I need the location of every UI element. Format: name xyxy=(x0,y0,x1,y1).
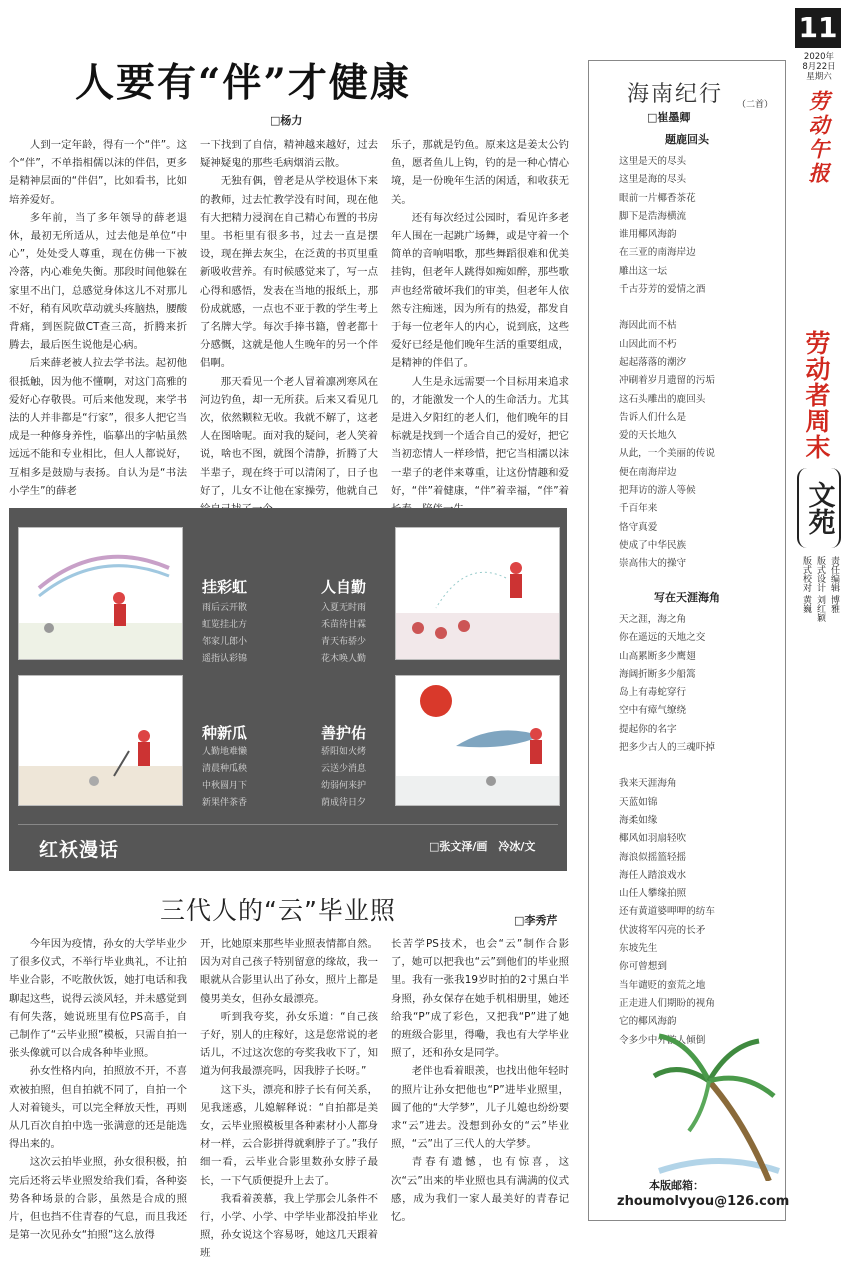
page-number: 11 xyxy=(795,8,841,48)
poem-line: 正走进人们期盼的视角 xyxy=(619,997,715,1009)
comic-divider xyxy=(18,824,558,825)
verse-line: 新果伴茶香 xyxy=(202,798,248,808)
poem-line: 伏波将军闪亮的长矛 xyxy=(619,924,706,936)
poem-line: 千百年来 xyxy=(619,503,658,515)
poem-line: 它的椰风海韵 xyxy=(619,1016,677,1028)
verse-line: 幼弱何来护 xyxy=(321,781,367,791)
paragraph: 开，比她原来那些毕业照表情都自然。因为对自己孩子特别留意的缘故，我一眼就从合影里认出了孙女，照片上都是傻男美女，但孙女最漂亮。 xyxy=(200,938,378,1005)
article1-column-1 xyxy=(9,136,187,500)
poem-line: 海浪似摇篮轻摇 xyxy=(619,851,687,863)
verse-line: 禾苗待甘霖 xyxy=(321,620,367,630)
article2-byline: □李秀芹 xyxy=(514,914,558,927)
paragraph: 这次云拍毕业照，孙女很积极，拍完后还将云毕业照发给我们看，各种姿势各种场景的合影，虽然是合成的照片，但也挡不住青春的气息，而且我还是第一次见孙女“拍照”这么放得 xyxy=(9,1156,187,1242)
poem-line: 把拜访的游人等候 xyxy=(619,485,696,497)
poem1 xyxy=(589,123,785,574)
poem-line: 使成了中华民族 xyxy=(619,539,687,551)
poem-line: 恪守真爱 xyxy=(619,521,658,533)
comic-panel-title: 种新瓜 xyxy=(202,724,248,742)
paragraph: 后来薛老被人拉去学书法。起初他很抵触，因为他不懂啊，对这门高雅的爱好心存敬畏。可后来他发现，来学书法的人并非都是“行家”，很多人把它当成是一种修身养性，临摹出的字帖虽然远远不能和专业相比，但人人都说好，互相多是鼓励与表扬。自认为是“书法小学生”的薛老 xyxy=(9,357,187,497)
poem-line: 起起落落的潮汐 xyxy=(619,356,687,368)
poem-line: 告诉人们什么是 xyxy=(619,411,687,423)
article2-column-2 xyxy=(200,935,378,1263)
poem-line: 东坡先生 xyxy=(619,943,658,955)
poem-line: 海柔如缘 xyxy=(619,814,658,826)
poem-line: 当年谴贬的蛮荒之地 xyxy=(619,979,706,991)
verse-line: 邻家儿郎小 xyxy=(202,637,248,647)
verse-line: 青天布骄少 xyxy=(321,637,367,647)
poem-line: 椰风如羽扇轻吹 xyxy=(619,833,687,845)
comic-illustration xyxy=(396,676,559,805)
poem2 xyxy=(589,581,785,1050)
poem1-title: 题鹿回头 xyxy=(665,133,709,146)
comic-panel-watering xyxy=(395,527,560,660)
poem-line: 空中有瘴气缭绕 xyxy=(619,705,687,717)
poem-line: 我来天涯海角 xyxy=(619,778,677,790)
verse-line: 雨后云开散 xyxy=(202,603,248,613)
article2-column-3 xyxy=(391,935,569,1226)
paragraph: 青春有遗憾，也有惊喜，这次“云”出来的毕业照也具有满满的仪式感，成为我们一家人最美好的青春记忆。 xyxy=(391,1156,569,1224)
verse-line: 人勤地难懒 xyxy=(202,747,248,757)
paragraph: 听到我夸奖，孙女乐道：“自己孩子好，别人的庄稼好，这是您常说的老话儿，不过这次您的夸奖我收下了，知道为何我最漂亮吗，因我脖子长呀。” xyxy=(200,1010,378,1078)
comic-panel-verse xyxy=(202,744,247,812)
comic-credit: □张文泽/画 冷冰/文 xyxy=(429,840,536,853)
editor-credit: 责任编辑 博雅 xyxy=(829,556,839,613)
poem-subtitle: （二首） xyxy=(737,100,774,110)
poem-line: 眼前一片椰香茶花 xyxy=(619,192,696,204)
poem-line: 雕出这一坛 xyxy=(619,265,667,277)
comic-illustration xyxy=(19,528,182,659)
article1-title: 人要有“伴”才健康 xyxy=(75,60,411,106)
comic-panel-title: 挂彩虹 xyxy=(202,578,248,596)
paragraph: 还有每次经过公园时，看见许多老年人围在一起跳广场舞，或是守着一个简单的音响唱歌，那些舞蹈很难和优美挂钩，但老年人跳得如痴如醉，那些歌声也经常破坏我们的审美，但老年人依然专注痴迷，因为所有的热爱，都发自于每一位老年人的内心，说到底，这些爱好已经是他们晚年生活的重要组成，是精神的伴侣了。 xyxy=(391,211,569,370)
paragraph: 这下头，漂亮和脖子长有何关系，见我迷惑，儿媳解释说：“自拍都是美女，云毕业照模板里各种素材小人都身材一样，云合影拼得就剩脖子了。”我仔细一看，云毕业合影里数孙女脖子最长，一下气质便提升上去了。 xyxy=(200,1083,378,1187)
verse-line: 虹览挂北方 xyxy=(202,620,248,630)
comic-panel-verse xyxy=(321,600,366,668)
comic-illustration xyxy=(19,676,182,805)
paragraph: 长苦学PS技术，也会“云”制作合影了，她可以把我也“云”到他们的毕业照里。我有一张我19岁时拍的2寸黑白半身照，孙女保存在她手机相册里，她还给我“P”成了彩色，又把我“P”进了她的班级合影里，得嘞，我也有大学毕业照了，还和孙女是同学。 xyxy=(391,938,569,1060)
comic-panel-title: 人自勤 xyxy=(321,578,367,596)
comic-illustration xyxy=(396,528,559,659)
paragraph: 那天看见一个老人冒着凛冽寒风在河边钓鱼，却一无所获。后来又看见几次，依然颗粒无收。我就不解了，这老人在图啥呢。面对我的疑问，老人笑着说，啥也不图，就图个清静，折腾了大半辈子，现在终于可以清闲了，日子也好了，儿女不让他在家操劳，他就自己 xyxy=(200,375,378,497)
mailbox-email[interactable]: zhoumolvyou@126.com xyxy=(617,1194,790,1209)
paper-logo: 劳动午报 xyxy=(806,90,831,186)
poem1-body xyxy=(589,153,785,574)
paragraph: 孙女性格内向，拍照放不开，不喜欢被拍照，但自拍就不同了，自拍一个人对着镜头，可以完全释放天性，再则从几百次自拍中选一张满意的还是能选得出来的。 xyxy=(9,1065,187,1151)
poem-line: 还有黄道婆呷呷的纺车 xyxy=(619,906,715,918)
palm-tree-illustration xyxy=(649,1021,785,1181)
poem-line: 谁用椰风海韵 xyxy=(619,229,677,241)
poem-line: 天蓝如锦 xyxy=(619,796,658,808)
poem-line: 海任人踏浪戏水 xyxy=(619,869,687,881)
mailbox-label: 本版邮箱： xyxy=(649,1179,704,1192)
poem-line: 你在遥远的天地之交 xyxy=(619,632,706,644)
comic-panel-shade xyxy=(395,675,560,806)
poem-line: 提起你的名字 xyxy=(619,723,677,735)
poem-line: 海因此而不枯 xyxy=(619,320,677,332)
poem-line: 爱的天长地久 xyxy=(619,430,677,442)
section-title: 劳动者周末 xyxy=(802,330,831,460)
poem-line: 这石头雕出的鹿回头 xyxy=(619,393,706,405)
verse-line: 荫成待日夕 xyxy=(321,798,367,808)
poem-line: 从此，一个美丽的传说 xyxy=(619,448,715,460)
paragraph: 多年前，当了多年领导的薛老退休，最初无所适从，过去他是单位“中心”，处处受人尊重，现在仿佛一下被冷落，内心难免失衡。那段时间他躲在家里不出门，总感觉身体这儿不对那儿不好，稍有风吹草动就头疼脑热，腰酸背痛，到医院做CT查三高，折腾来折腾去，最后医生说他是心病。 xyxy=(9,211,187,352)
poem-line: 天之涯，海之角 xyxy=(619,614,687,625)
comic-panel-title: 善护佑 xyxy=(321,724,367,742)
poem-box xyxy=(588,60,790,1221)
poem-line: 在三亚的南海岸边 xyxy=(619,247,696,259)
poem-line xyxy=(619,757,785,775)
comic-panel-verse xyxy=(321,744,366,812)
paragraph: 乐子，那就是钓鱼。原来这是姜太公钓鱼，愿者鱼儿上钩，钓的是一种心情心境，是一份晚年生活的闲适，和收获无关。 xyxy=(391,139,569,206)
poem-series-title: 海南纪行 xyxy=(627,82,724,107)
poem-line: 山高累断多少鹰翅 xyxy=(619,650,696,662)
verse-line: 入夏无时雨 xyxy=(321,603,367,613)
comic-block xyxy=(9,508,567,871)
poem-line: 你可曾想到 xyxy=(619,961,667,973)
poem-line: 山任人攀缘拍照 xyxy=(619,888,687,900)
verse-line: 花木唤人勤 xyxy=(321,654,367,664)
comic-panel-verse xyxy=(202,600,247,668)
poem-line: 便在南海岸边 xyxy=(619,466,677,478)
comic-series-title: 红袄漫话 xyxy=(39,839,120,861)
editor-credit: 版式校对 黄巍 xyxy=(801,556,811,613)
paragraph: 老伴也看着眼羡，也找出他年轻时的照片让孙女把他也“P”进毕业照里，圆了他的“大学梦”，儿子儿媳也纷纷要求“云”进去。没想到孙女的“云”毕业照，“云”出了三代人的大学梦。 xyxy=(391,1065,569,1151)
verse-line: 遥指认彩锦 xyxy=(202,654,248,664)
paragraph: 无独有偶，曾老是从学校退休下来的教师，过去忙教学没有时间，现在他有大把精力浸润在自己精心布置的书房里。书柜里有很多书，过去一直是摆设，现在掸去灰尘，在泛黄的书页里重新吸收营养。有时候感觉来了，写一点心得和感悟，发表在当地的报纸上，那份成就感，一点也不亚于教的学生考上了名牌大学。每次手捧书籍，曾老都十分感慨，这就是他人生晚年的另一个伴侣啊。 xyxy=(200,175,378,370)
column-title: 文苑 xyxy=(797,468,841,548)
comic-panel-rainbow xyxy=(18,527,183,660)
poem-line: 把多少古人的三魂吓掉 xyxy=(619,742,715,754)
poem-line: 山因此而不朽 xyxy=(619,338,677,350)
verse-line: 中秋圆月下 xyxy=(202,781,248,791)
poem2-body xyxy=(589,611,785,1050)
verse-line: 骄阳如火烤 xyxy=(321,747,367,757)
paragraph: 人生是永远需要一个目标用来追求的，才能激发一个人的生命活力。尤其是进入夕阳红的老人们，他们晚年的目标就是找到一个适合自己的爱好，把它当初恋情人一样珍惜，把它当相濡以沫一辈子的老伴来尊重，让这份情趣和爱好，“伴”着健康，“伴”着幸福，“伴”着 xyxy=(391,375,569,497)
comic-panel-planting xyxy=(18,675,183,806)
paragraph: 一下找到了自信，精神越来越好，过去疑神疑鬼的那些毛病烟消云散。 xyxy=(200,139,378,170)
article1-byline: □杨力 xyxy=(270,114,303,127)
verse-line: 云送少消息 xyxy=(321,764,367,774)
paragraph: 我看着羡慕，我上学那会儿条件不行，小学、小学、中学毕业都没拍毕业照，孙女说这个容易呀，她这几天跟着班 xyxy=(200,1192,378,1260)
poem-byline: □崔墨卿 xyxy=(647,111,691,124)
poem-line: 令多少中外游人倾倒 xyxy=(619,1034,706,1046)
poem-line xyxy=(619,299,785,317)
poem-line: 崇高伟大的操守 xyxy=(619,558,687,570)
paragraph: 今年因为疫情，孙女的大学毕业少了很多仪式，不举行毕业典礼，不让拍毕业合影，不吃散伙饭，她打电话和我聊起这些，说得云淡风轻，并未感觉到有何失落，她说班里有位PS高手，自己制作了“云毕业照”模板，只需自拍一张头像就可以合成各种毕业照。 xyxy=(9,938,187,1060)
poem-line: 岛上有毒蛇穿行 xyxy=(619,687,687,699)
issue-date xyxy=(792,52,846,82)
article2-title: 三代人的“云”毕业照 xyxy=(160,896,396,925)
poem-line: 冲刷着岁月遗留的污垢 xyxy=(619,375,715,387)
editor-credits xyxy=(800,556,841,626)
poem2-title: 写在天涯海角 xyxy=(654,591,720,604)
poem-line: 这里是海的尽头 xyxy=(619,174,687,186)
poem-line: 千古芬芳的爱情之酒 xyxy=(619,284,706,296)
weekday: 星期六 xyxy=(806,72,832,82)
editor-credit: 版式设计 刘红颖 xyxy=(815,556,825,622)
date-year: 2020年 xyxy=(803,52,835,62)
article1-column-3 xyxy=(391,136,569,518)
date-day: 8月22日 xyxy=(802,62,836,72)
poem-line: 海阔折断多少船篙 xyxy=(619,668,696,680)
poem-line: 脚下是浩海横流 xyxy=(619,210,687,222)
verse-line: 清晨种瓜秧 xyxy=(202,764,248,774)
paragraph: 人到一定年龄，得有一个“伴”。这个“伴”，不单指相儒以沫的伴侣，更多是精神层面的“伴侣”，比如看书，比如培养爱好。 xyxy=(9,139,187,206)
poem-line: 这里是天的尽头 xyxy=(619,156,687,167)
article1-column-2 xyxy=(200,136,378,518)
article2-column-1 xyxy=(9,935,187,1244)
